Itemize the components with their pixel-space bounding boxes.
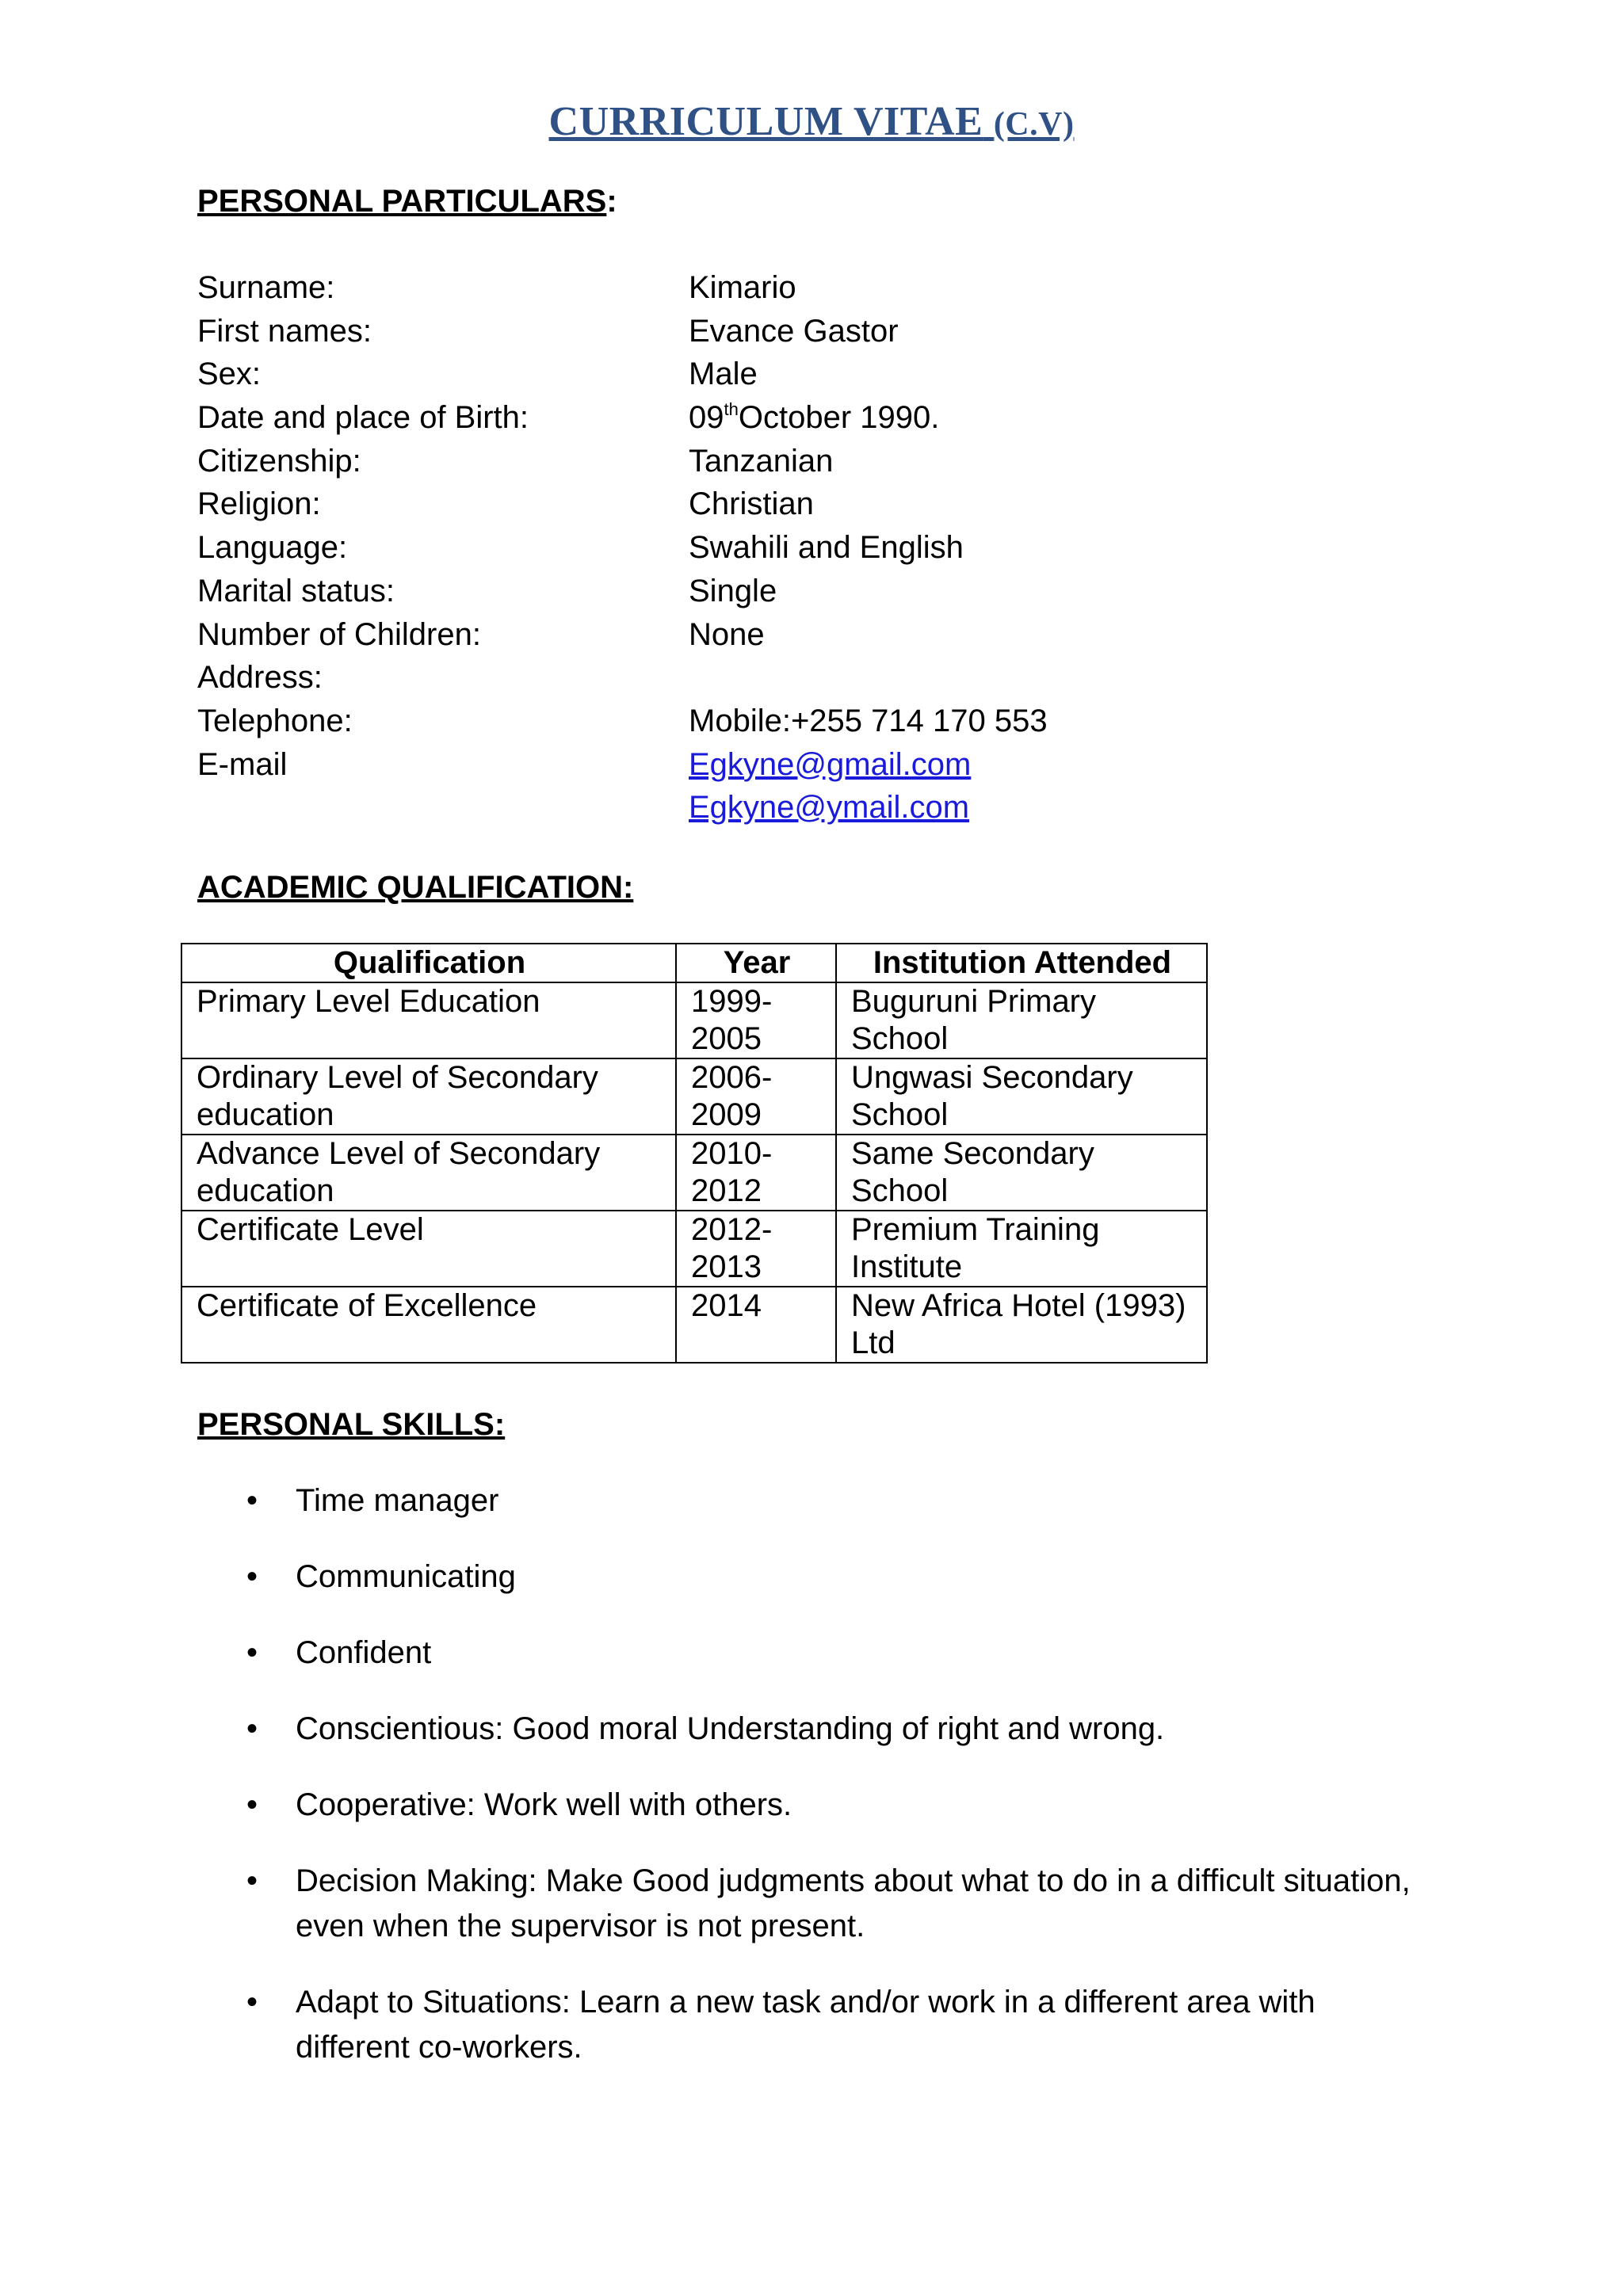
bullet-icon: • <box>246 1787 258 1822</box>
pp-row-language <box>197 526 1465 570</box>
skill-text: Confident <box>296 1635 432 1670</box>
pp-row-sex <box>197 353 1465 396</box>
academic-qualification-heading <box>197 870 633 906</box>
cell-year: 2014 <box>676 1287 836 1363</box>
pp-label: Citizenship: <box>197 443 361 479</box>
bullet-icon: • <box>246 1711 258 1746</box>
bullet-icon: • <box>246 1635 258 1670</box>
bullet-icon: • <box>246 1863 258 1898</box>
pp-row-children <box>197 613 1465 657</box>
pp-label: Religion: <box>197 486 321 522</box>
birth-day-suffix: th <box>724 399 739 420</box>
bullet-icon: • <box>246 1985 258 2019</box>
column-header-year: Year <box>676 944 836 982</box>
list-item <box>197 1859 1434 1949</box>
pp-row-surname <box>197 266 1465 310</box>
pp-value: Evance Gastor <box>689 313 899 349</box>
pp-row-birth <box>197 396 1465 440</box>
cell-institution: Premium Training Institute <box>836 1211 1207 1287</box>
column-header-institution: Institution Attended <box>836 944 1207 982</box>
skill-text: Decision Making: Make Good judgments about what to do in a difficult situation, even when the supervisor is not present. <box>296 1863 1411 1943</box>
cell-qualification: Primary Level Education <box>181 982 676 1058</box>
pp-label: Marital status: <box>197 573 395 608</box>
pp-value <box>689 743 1465 786</box>
skills-list <box>197 1478 1434 2101</box>
pp-label: First names: <box>197 313 372 349</box>
pp-row-email-2 <box>197 786 1465 830</box>
personal-particulars-heading <box>197 184 617 219</box>
list-item <box>197 1630 1434 1676</box>
pp-value: Swahili and English <box>689 530 964 566</box>
skill-text: Adapt to Situations: Learn a new task and/or work in a different area with different co-workers. <box>296 1985 1316 2065</box>
pp-label: Address: <box>197 660 323 696</box>
cell-qualification: Certificate of Excellence <box>181 1287 676 1363</box>
birth-month-year: October 1990. <box>738 400 940 436</box>
skill-text: Cooperative: Work well with others. <box>296 1787 792 1822</box>
title-main: CURRICULUM VITAE <box>548 99 983 144</box>
cell-institution: Same Secondary School <box>836 1135 1207 1211</box>
cell-institution: Buguruni Primary School <box>836 982 1207 1058</box>
list-item <box>197 1707 1434 1752</box>
cell-year: 2012-2013 <box>676 1211 836 1287</box>
cell-qualification: Ordinary Level of Secondary education <box>181 1058 676 1135</box>
personal-heading-text: PERSONAL PARTICULARS <box>197 184 607 219</box>
list-item <box>197 1554 1434 1600</box>
document-title <box>0 98 1623 145</box>
bullet-icon: • <box>246 1559 258 1594</box>
pp-row-email <box>197 743 1465 787</box>
pp-row-marital-status <box>197 570 1465 613</box>
cell-year: 1999-2005 <box>676 982 836 1058</box>
pp-value: Mobile:+255 714 170 553 <box>689 703 1048 738</box>
pp-label: Surname: <box>197 270 335 305</box>
pp-label: E-mail <box>197 746 288 782</box>
table-row <box>181 1058 1207 1135</box>
birth-day: 09 <box>689 400 724 436</box>
pp-row-first-names <box>197 310 1465 353</box>
pp-value-birth <box>689 396 1465 439</box>
table-row <box>181 982 1207 1058</box>
column-header-qualification: Qualification <box>181 944 676 982</box>
personal-particulars <box>197 266 1465 830</box>
email-link-gmail[interactable]: Egkyne@gmail.com <box>689 746 972 782</box>
personal-skills-heading <box>197 1407 505 1443</box>
personal-heading-colon: : <box>606 184 617 219</box>
pp-value: Tanzanian <box>689 443 834 479</box>
list-item <box>197 1783 1434 1828</box>
table-row <box>181 1287 1207 1363</box>
academic-qualification-table <box>181 943 1208 1363</box>
pp-row-address <box>197 656 1465 700</box>
list-item <box>197 1478 1434 1524</box>
skill-text: Time manager <box>296 1483 499 1518</box>
pp-label: Language: <box>197 530 348 566</box>
pp-value: Kimario <box>689 270 796 305</box>
pp-label: Number of Children: <box>197 616 481 652</box>
pp-value: Male <box>689 357 758 392</box>
academic-heading-text: ACADEMIC QUALIFICATION: <box>197 870 634 905</box>
pp-value <box>689 786 1465 829</box>
cell-qualification: Advance Level of Secondary education <box>181 1135 676 1211</box>
pp-row-religion <box>197 482 1465 526</box>
email-link-ymail[interactable]: Egkyne@ymail.com <box>689 790 970 826</box>
pp-row-citizenship <box>197 440 1465 483</box>
pp-value: Christian <box>689 486 814 522</box>
skills-heading-text: PERSONAL SKILLS: <box>197 1407 506 1442</box>
table-row <box>181 1211 1207 1287</box>
title-abbreviation: (C.V) <box>993 106 1075 143</box>
cell-qualification: Certificate Level <box>181 1211 676 1287</box>
table-row <box>181 1135 1207 1211</box>
pp-label: Telephone: <box>197 703 353 738</box>
cell-institution: Ungwasi Secondary School <box>836 1058 1207 1135</box>
pp-row-telephone <box>197 700 1465 743</box>
pp-value: Single <box>689 573 777 608</box>
list-item <box>197 1980 1434 2070</box>
cell-year: 2010-2012 <box>676 1135 836 1211</box>
pp-label: Date and place of Birth: <box>197 400 529 436</box>
pp-value: None <box>689 616 765 652</box>
cell-institution: New Africa Hotel (1993) Ltd <box>836 1287 1207 1363</box>
table-header-row <box>181 944 1207 982</box>
bullet-icon: • <box>246 1483 258 1518</box>
pp-label: Sex: <box>197 357 262 392</box>
skill-text: Communicating <box>296 1559 516 1594</box>
skill-text: Conscientious: Good moral Understanding of right and wrong. <box>296 1711 1165 1746</box>
cell-year: 2006-2009 <box>676 1058 836 1135</box>
